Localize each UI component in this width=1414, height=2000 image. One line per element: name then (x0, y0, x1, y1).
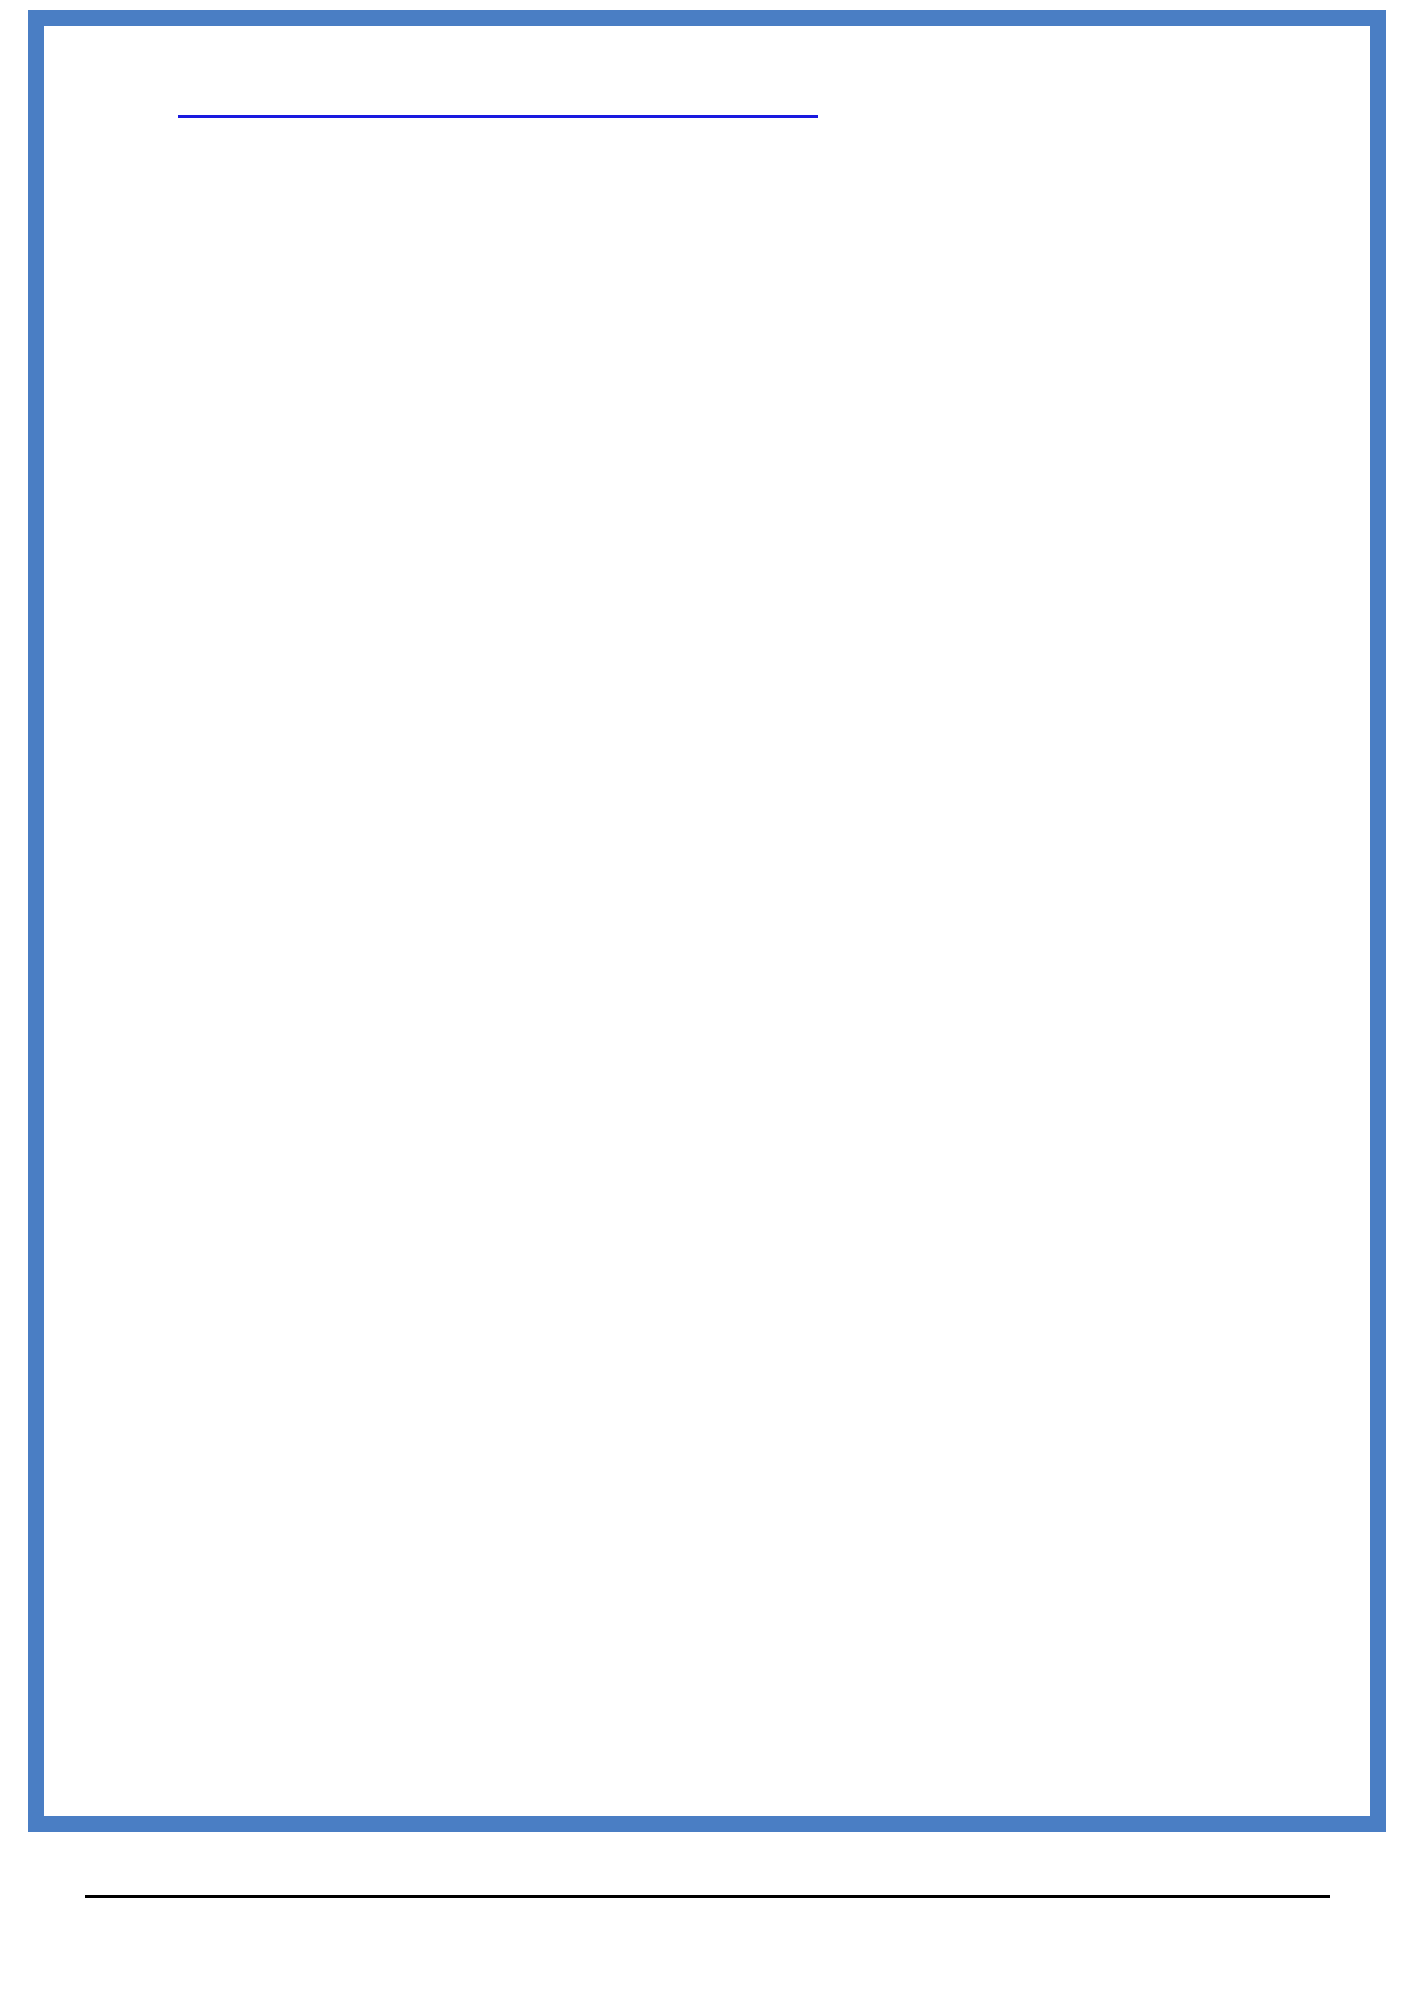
name-input-line[interactable] (178, 115, 818, 118)
name-field-row (160, 115, 818, 124)
footer-divider (85, 1895, 1330, 1898)
page-border (28, 10, 1386, 1832)
worksheet-sheet (44, 26, 1370, 1816)
